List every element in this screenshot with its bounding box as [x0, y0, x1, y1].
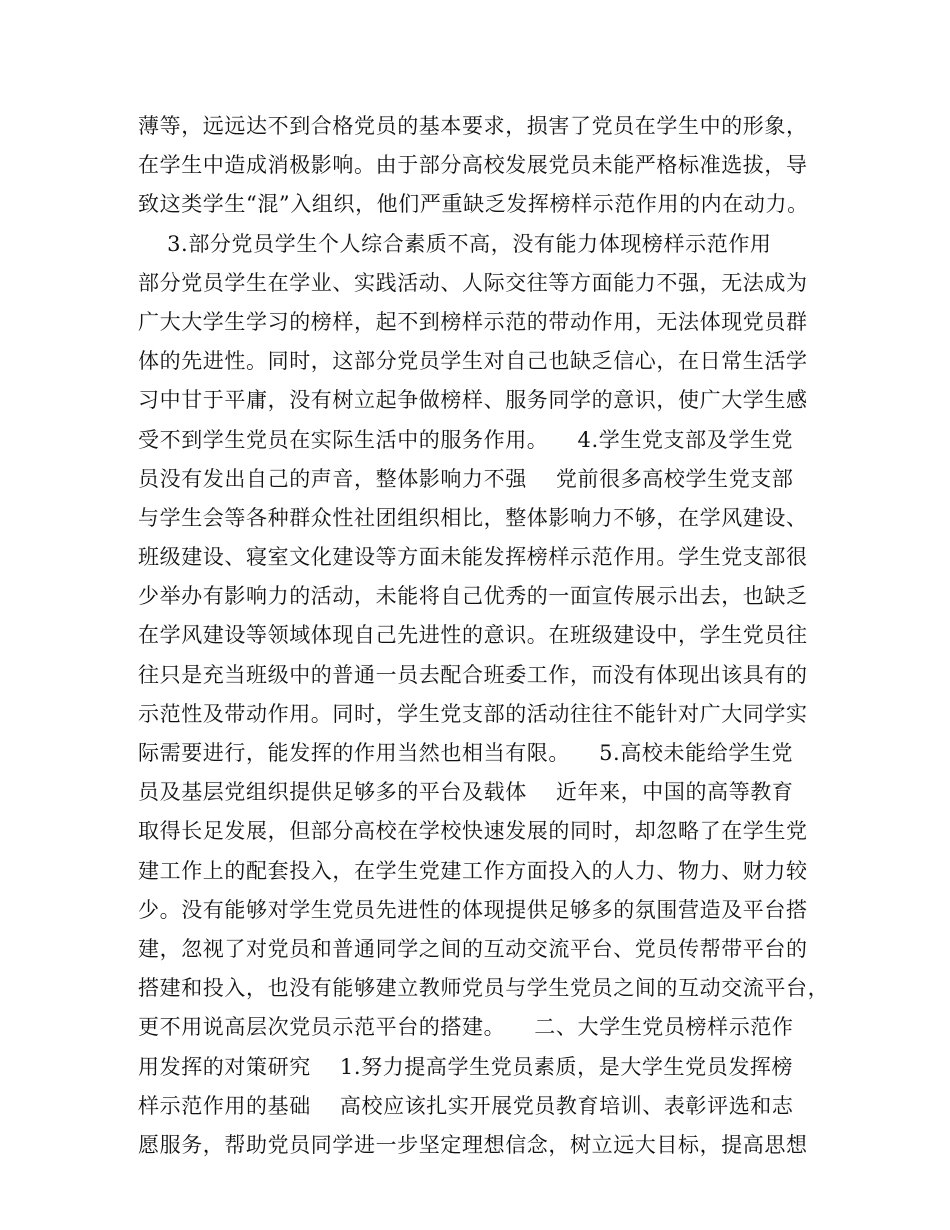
text-line: 受不到学生党员在实际生活中的服务作用。 4.学生党支部及学生党	[138, 427, 794, 452]
text-line: 在学生中造成消极影响。由于部分高校发展党员未能严格标准选拔，导	[138, 153, 808, 178]
text-line: 用发挥的对策研究 1.努力提高学生党员素质，是大学生党员发挥榜	[138, 1054, 794, 1079]
text-line: 3.部分党员学生个人综合素质不高，没有能力体现榜样示范作用	[138, 231, 772, 256]
body-text	[138, 107, 828, 1165]
text-line: 少举办有影响力的活动，未能将自己优秀的一面宣传展示出去，也缺乏	[138, 584, 808, 609]
text-line: 愿服务，帮助党员同学进一步坚定理想信念，树立远大目标，提高思想	[138, 1132, 808, 1157]
text-line: 员及基层党组织提供足够多的平台及载体 近年来，中国的高等教育	[138, 780, 794, 805]
text-line: 员没有发出自己的声音，整体影响力不强 党前很多高校学生党支部	[138, 466, 794, 491]
text-line: 样示范作用的基础 高校应该扎实开展党员教育培训、表彰评选和志	[138, 1093, 794, 1118]
text-line: 际需要进行，能发挥的作用当然也相当有限。 5.高校未能给学生党	[138, 741, 794, 765]
text-line: 体的先进性。同时，这部分党员学生对自己也缺乏信心，在日常生活学	[138, 349, 808, 374]
text-line: 致这类学生“混”入组织，他们严重缺乏发挥榜样示范作用的内在动力。	[138, 192, 809, 217]
text-line: 示范性及带动作用。同时，学生党支部的活动往往不能针对广大同学实	[138, 701, 808, 726]
text-line: 班级建设、寝室文化建设等方面未能发挥榜样示范作用。学生党支部很	[138, 545, 808, 570]
text-line: 建，忽视了对党员和普通同学之间的互动交流平台、党员传帮带平台的	[138, 936, 808, 961]
text-line: 往只是充当班级中的普通一员去配合班委工作，而没有体现出该具有的	[138, 662, 808, 687]
text-line: 部分党员学生在学业、实践活动、人际交往等方面能力不强，无法成为	[138, 270, 808, 295]
text-line: 广大大学生学习的榜样，起不到榜样示范的带动作用，无法体现党员群	[138, 309, 808, 334]
text-line: 搭建和投入，也没有能够建立教师党员与学生党员之间的互动交流平台，	[138, 976, 830, 1001]
text-line: 少。没有能够对学生党员先进性的体现提供足够多的氛围营造及平台搭	[138, 897, 808, 922]
text-line: 更不用说高层次党员示范平台的搭建。 二、大学生党员榜样示范作	[138, 1015, 794, 1040]
text-line: 建工作上的配套投入，在学生党建工作方面投入的人力、物力、财力较	[138, 858, 808, 883]
text-line: 在学风建设等领域体现自己先进性的意识。在班级建设中，学生党员往	[138, 623, 808, 648]
text-line: 习中甘于平庸，没有树立起争做榜样、服务同学的意识，使广大学生感	[138, 388, 808, 413]
text-line: 薄等，远远达不到合格党员的基本要求，损害了党员在学生中的形象，	[138, 114, 808, 138]
text-line: 取得长足发展，但部分高校在学校快速发展的同时，却忽略了在学生党	[138, 819, 808, 844]
text-line: 与学生会等各种群众性社团组织相比，整体影响力不够，在学风建设、	[138, 505, 808, 530]
